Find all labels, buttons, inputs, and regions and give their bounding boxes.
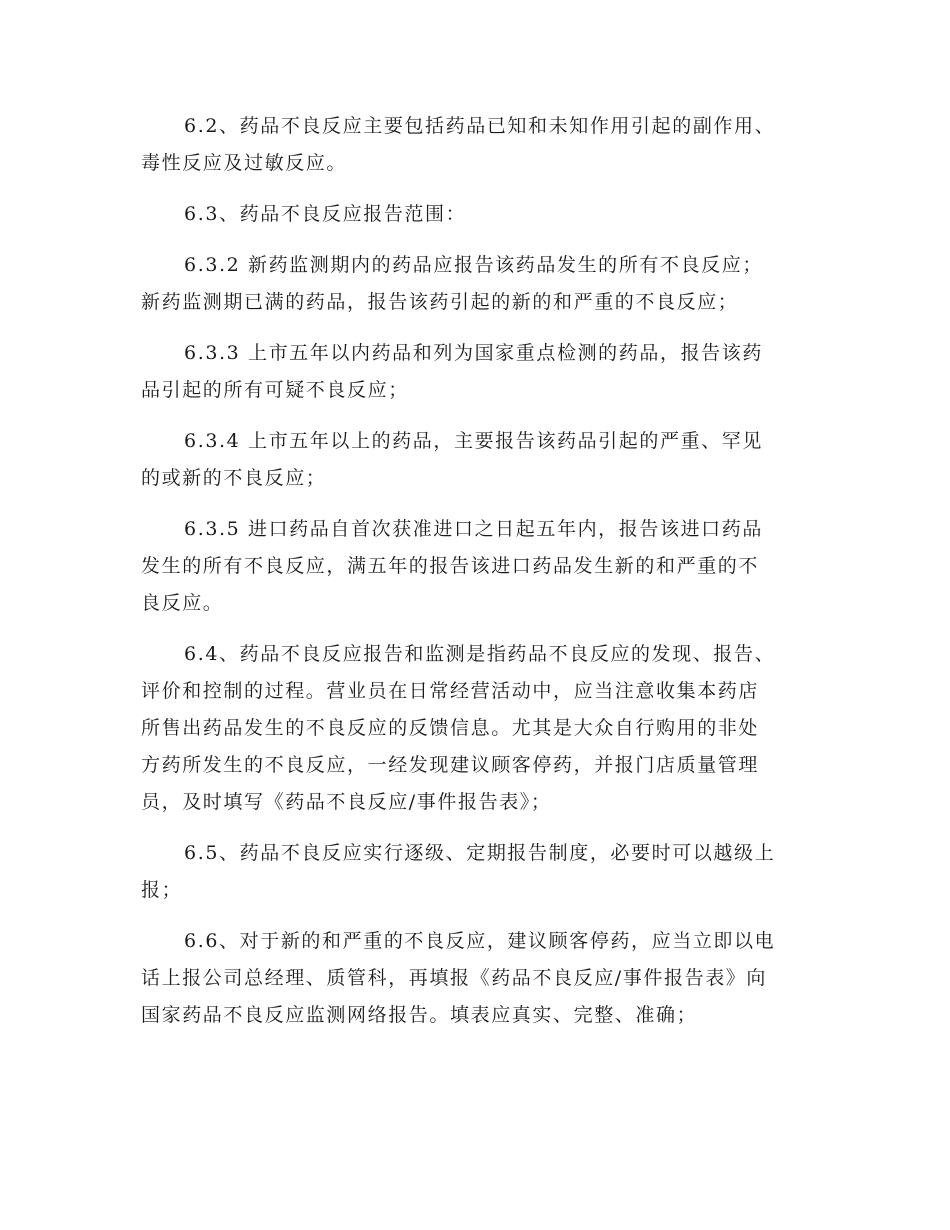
paragraph-6-3-4 [141, 423, 806, 497]
paragraph-line: 6.5、药品不良反应实行逐级、定期报告制度，必要时可以越级上 [184, 842, 776, 864]
paragraph-line: 员，及时填写《药品不良反应/事件报告表》； [141, 791, 552, 813]
paragraph-line: 国家药品不良反应监测网络报告。填表应真实、完整、准确； [141, 1004, 698, 1026]
paragraph-6-6 [141, 923, 806, 1034]
paragraph-6-2 [141, 108, 806, 182]
paragraph-6-3-2 [141, 247, 806, 321]
document-body [141, 108, 806, 1048]
paragraph-line: 6.3、药品不良反应报告范围： [184, 203, 467, 225]
paragraph-line: 话上报公司总经理、质管科，再填报《药品不良反应/事件报告表》向 [141, 967, 768, 989]
paragraph-line: 良反应。 [141, 592, 224, 614]
paragraph-6-3 [141, 196, 806, 233]
paragraph-line: 评价和控制的过程。营业员在日常经营活动中，应当注意收集本药店 [141, 680, 760, 702]
paragraph-line: 的或新的不良反应； [141, 467, 327, 489]
paragraph-6-3-3 [141, 335, 806, 409]
paragraph-6-5 [141, 835, 806, 909]
paragraph-line: 方药所发生的不良反应，一经发现建议顾客停药，并报门店质量管理 [141, 754, 760, 776]
paragraph-6-3-5 [141, 511, 806, 622]
paragraph-line: 6.3.2 新药监测期内的药品应报告该药品发生的所有不良反应； [184, 254, 763, 276]
paragraph-line: 发生的所有不良反应，满五年的报告该进口药品发生新的和严重的不 [141, 555, 760, 577]
paragraph-line: 6.2、药品不良反应主要包括药品已知和未知作用引起的副作用、 [184, 115, 776, 137]
paragraph-6-4 [141, 636, 806, 821]
paragraph-line: 毒性反应及过敏反应。 [141, 152, 348, 174]
paragraph-line: 6.3.5 进口药品自首次获准进口之日起五年内，报告该进口药品 [184, 518, 763, 540]
paragraph-line: 6.3.3 上市五年以内药品和列为国家重点检测的药品，报告该药 [184, 342, 763, 364]
paragraph-line: 6.3.4 上市五年以上的药品，主要报告该药品引起的严重、罕见 [184, 430, 763, 452]
paragraph-line: 报； [141, 879, 183, 901]
paragraph-line: 新药监测期已满的药品，报告该药引起的新的和严重的不良反应； [141, 291, 739, 313]
paragraph-line: 6.6、对于新的和严重的不良反应，建议顾客停药，应当立即以电 [184, 930, 776, 952]
paragraph-line: 所售出药品发生的不良反应的反馈信息。尤其是大众自行购用的非处 [141, 717, 760, 739]
paragraph-line: 6.4、药品不良反应报告和监测是指药品不良反应的发现、报告、 [184, 643, 776, 665]
paragraph-line: 品引起的所有可疑不良反应； [141, 379, 409, 401]
